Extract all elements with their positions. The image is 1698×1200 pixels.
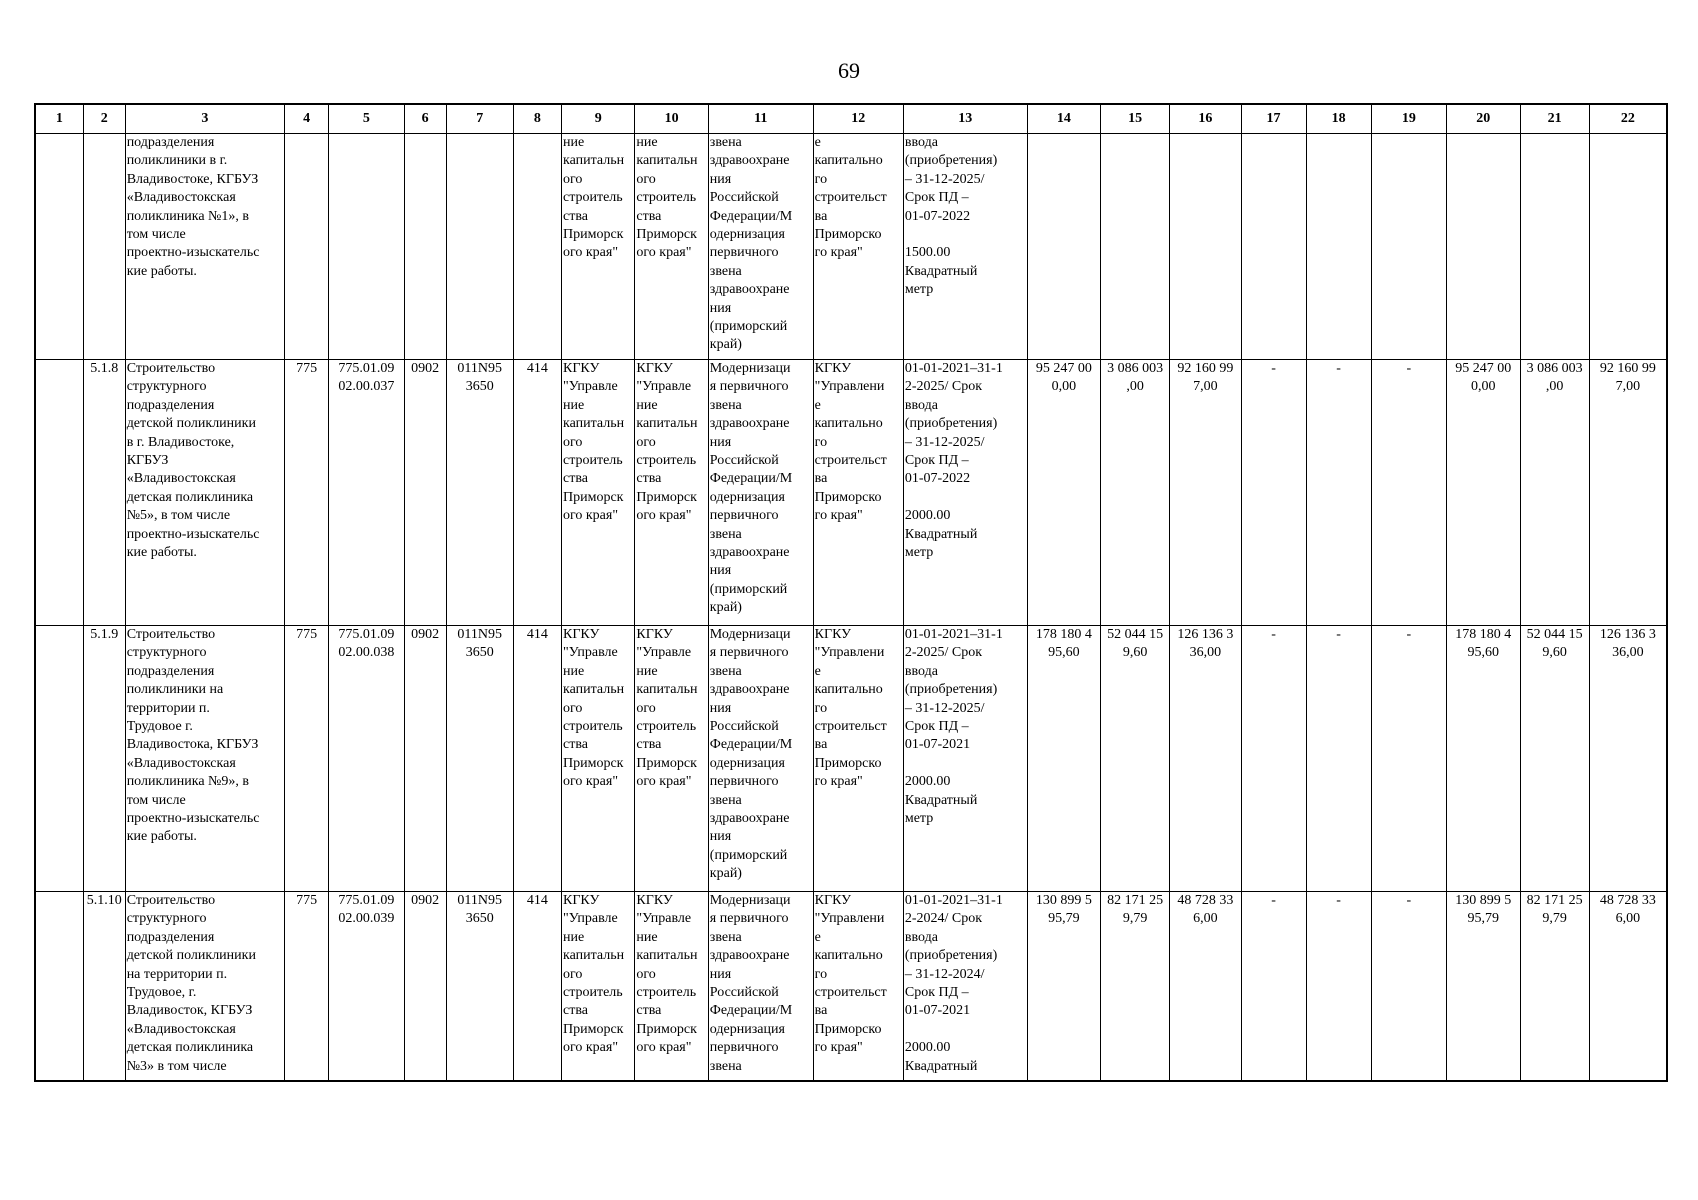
cell-col-20: 130 899 5 95,79 [1447, 892, 1520, 1082]
cell-col-10: КГКУ "Управле ние капитальн ого строитель ства Приморск ого края" [635, 892, 708, 1082]
header-cell: 12 [813, 104, 903, 134]
cell-col-13: ввода (приобретения) – 31-12-2025/ Срок ПД – 01-07-2022 1500.00 Квадратный метр [903, 134, 1027, 360]
header-cell: 10 [635, 104, 708, 134]
cell-object-name: подразделения поликлиники в г. Владивостоке, КГБУЗ «Владивостокская поликлиника №1», в том числе проектно-изыскательс кие работы. [125, 134, 284, 360]
cell-col-13: 01-01-2021–31-1 2-2025/ Срок ввода (приобретения) – 31-12-2025/ Срок ПД – 01-07-2022 2000.00 Квадратный метр [903, 360, 1027, 626]
cell-col-7: 011N95 3650 [446, 360, 513, 626]
cell-col-11: Модернизаци я первичного звена здравоохране ния Российской Федерации/М одернизация первичного звена здравоохране ния (приморский край) [708, 626, 813, 892]
cell-col-9: КГКУ "Управле ние капитальн ого строитель ства Приморск ого края" [561, 892, 634, 1082]
data-table [34, 103, 1668, 1082]
cell-col-6: 0902 [404, 360, 446, 626]
cell-col-6: 0902 [404, 892, 446, 1082]
header-cell: 22 [1589, 104, 1667, 134]
cell-col-19 [1371, 134, 1447, 360]
cell-col-21: 3 086 003 ,00 [1520, 360, 1589, 626]
cell-col-22: 92 160 99 7,00 [1589, 360, 1667, 626]
cell-col-11: звена здравоохране ния Российской Федерации/М одернизация первичного звена здравоохране ния (приморский край) [708, 134, 813, 360]
header-cell: 18 [1306, 104, 1371, 134]
cell-col-7 [446, 134, 513, 360]
header-cell: 5 [329, 104, 405, 134]
cell-col-15: 3 086 003 ,00 [1101, 360, 1170, 626]
cell-col-10: КГКУ "Управле ние капитальн ого строитель ства Приморск ого края" [635, 360, 708, 626]
cell-col-5: 775.01.09 02.00.037 [329, 360, 405, 626]
cell-col-20: 178 180 4 95,60 [1447, 626, 1520, 892]
cell-col-22: 48 728 33 6,00 [1589, 892, 1667, 1082]
cell-col-9: КГКУ "Управле ние капитальн ого строитель ства Приморск ого края" [561, 626, 634, 892]
cell-col-5: 775.01.09 02.00.039 [329, 892, 405, 1082]
header-cell: 19 [1371, 104, 1447, 134]
cell-object-name: Строительство структурного подразделения поликлиники на территории п. Трудовое г. Владивостока, КГБУЗ «Владивостокская поликлиника №9», в том числе проектно-изыскательс кие работы. [125, 626, 284, 892]
header-cell: 2 [83, 104, 125, 134]
cell-col-10: ние капитальн ого строитель ства Приморск ого края" [635, 134, 708, 360]
page-number: 69 [838, 58, 860, 83]
cell-col-12: КГКУ "Управлени е капитально го строительст ва Приморско го края" [813, 360, 903, 626]
cell-item-number: 5.1.8 [83, 360, 125, 626]
cell-col-8: 414 [513, 360, 561, 626]
cell-col-14 [1027, 134, 1100, 360]
cell-col-12: е капитально го строительст ва Приморско го края" [813, 134, 903, 360]
cell-col-16 [1170, 134, 1241, 360]
header-row [35, 104, 1667, 134]
cell-col-16: 92 160 99 7,00 [1170, 360, 1241, 626]
cell-col-21: 82 171 25 9,79 [1520, 892, 1589, 1082]
cell-col-14: 178 180 4 95,60 [1027, 626, 1100, 892]
cell-col-12: КГКУ "Управлени е капитально го строительст ва Приморско го края" [813, 892, 903, 1082]
cell-col-18: - [1306, 626, 1371, 892]
cell-col-15: 52 044 15 9,60 [1101, 626, 1170, 892]
cell-col-15: 82 171 25 9,79 [1101, 892, 1170, 1082]
header-cell: 9 [561, 104, 634, 134]
header-cell: 16 [1170, 104, 1241, 134]
cell-index [35, 134, 83, 360]
cell-col-8: 414 [513, 892, 561, 1082]
cell-index [35, 626, 83, 892]
cell-col-21: 52 044 15 9,60 [1520, 626, 1589, 892]
table-row [35, 134, 1667, 360]
cell-col-10: КГКУ "Управле ние капитальн ого строитель ства Приморск ого края" [635, 626, 708, 892]
cell-col-13: 01-01-2021–31-1 2-2025/ Срок ввода (приобретения) – 31-12-2025/ Срок ПД – 01-07-2021 2000.00 Квадратный метр [903, 626, 1027, 892]
cell-col-19: - [1371, 360, 1447, 626]
table-row [35, 892, 1667, 1082]
header-cell: 21 [1520, 104, 1589, 134]
cell-col-6 [404, 134, 446, 360]
cell-col-20: 95 247 00 0,00 [1447, 360, 1520, 626]
cell-col-4: 775 [285, 892, 329, 1082]
cell-col-17: - [1241, 626, 1306, 892]
cell-col-15 [1101, 134, 1170, 360]
cell-col-19: - [1371, 626, 1447, 892]
cell-col-17: - [1241, 892, 1306, 1082]
cell-col-22 [1589, 134, 1667, 360]
cell-col-14: 95 247 00 0,00 [1027, 360, 1100, 626]
cell-index [35, 892, 83, 1082]
header-cell: 7 [446, 104, 513, 134]
cell-col-8: 414 [513, 626, 561, 892]
header-cell: 15 [1101, 104, 1170, 134]
cell-col-9: ние капитальн ого строитель ства Приморск ого края" [561, 134, 634, 360]
cell-col-14: 130 899 5 95,79 [1027, 892, 1100, 1082]
cell-object-name: Строительство структурного подразделения детской поликлиники в г. Владивостоке, КГБУЗ «Владивостокская детская поликлиника №5», в том числе проектно-изыскательс кие работы. [125, 360, 284, 626]
cell-col-11: Модернизаци я первичного звена здравоохране ния Российской Федерации/М одернизация первичного звена здравоохране ния (приморский край) [708, 360, 813, 626]
header-cell: 8 [513, 104, 561, 134]
cell-col-7: 011N95 3650 [446, 892, 513, 1082]
cell-col-17 [1241, 134, 1306, 360]
cell-col-7: 011N95 3650 [446, 626, 513, 892]
cell-col-16: 48 728 33 6,00 [1170, 892, 1241, 1082]
cell-col-18: - [1306, 360, 1371, 626]
header-cell: 4 [285, 104, 329, 134]
cell-col-5: 775.01.09 02.00.038 [329, 626, 405, 892]
cell-col-13: 01-01-2021–31-1 2-2024/ Срок ввода (приобретения) – 31-12-2024/ Срок ПД – 01-07-2021 2000.00 Квадратный [903, 892, 1027, 1082]
cell-col-17: - [1241, 360, 1306, 626]
cell-item-number: 5.1.10 [83, 892, 125, 1082]
header-cell: 6 [404, 104, 446, 134]
cell-col-18: - [1306, 892, 1371, 1082]
cell-object-name: Строительство структурного подразделения детской поликлиники на территории п. Трудовое, г. Владивосток, КГБУЗ «Владивостокская детская поликлиника №3» в том числе [125, 892, 284, 1082]
header-cell: 20 [1447, 104, 1520, 134]
cell-col-18 [1306, 134, 1371, 360]
cell-col-22: 126 136 3 36,00 [1589, 626, 1667, 892]
cell-item-number: 5.1.9 [83, 626, 125, 892]
cell-col-11: Модернизаци я первичного звена здравоохране ния Российской Федерации/М одернизация первичного звена [708, 892, 813, 1082]
header-cell: 1 [35, 104, 83, 134]
header-cell: 11 [708, 104, 813, 134]
cell-col-20 [1447, 134, 1520, 360]
cell-col-16: 126 136 3 36,00 [1170, 626, 1241, 892]
header-cell: 13 [903, 104, 1027, 134]
cell-item-number [83, 134, 125, 360]
table-row [35, 626, 1667, 892]
header-cell: 3 [125, 104, 284, 134]
cell-col-8 [513, 134, 561, 360]
cell-col-5 [329, 134, 405, 360]
cell-index [35, 360, 83, 626]
cell-col-9: КГКУ "Управле ние капитальн ого строитель ства Приморск ого края" [561, 360, 634, 626]
table-row [35, 360, 1667, 626]
cell-col-4 [285, 134, 329, 360]
cell-col-21 [1520, 134, 1589, 360]
cell-col-6: 0902 [404, 626, 446, 892]
cell-col-4: 775 [285, 360, 329, 626]
header-cell: 14 [1027, 104, 1100, 134]
cell-col-12: КГКУ "Управлени е капитально го строительст ва Приморско го края" [813, 626, 903, 892]
header-cell: 17 [1241, 104, 1306, 134]
cell-col-4: 775 [285, 626, 329, 892]
cell-col-19: - [1371, 892, 1447, 1082]
